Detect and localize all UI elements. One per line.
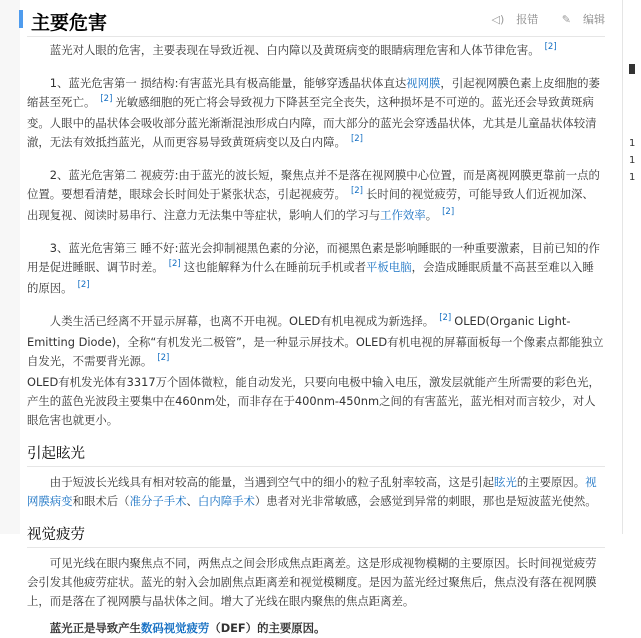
hazard-item-3: 3、蓝光危害第三 睡不好:蓝光会抑制褪黑色素的分泌，而褪黑色素是影响睡眠的一种重要激素，目前已知的作用是促进睡眠、调节时差。 [2] 这也能解释为什么在睡前玩手机或者平板电脑，会造成睡眠质量不高甚至难以入睡的原因。 [2] — [27, 241, 600, 295]
report-button[interactable]: ◁) 报错 — [491, 13, 539, 26]
cataract-surgery-link[interactable]: 白内障手术 — [197, 494, 255, 508]
citation-link[interactable]: [2] — [77, 280, 90, 290]
citation-link[interactable]: [2] — [157, 353, 170, 363]
hazards-intro: 蓝光对人眼的危害，主要表现在导致近视、白内障以及黄斑病变的眼睛病理危害和人体节律危害。 [2] — [49, 42, 557, 57]
citation-link[interactable]: [2] — [544, 42, 557, 52]
retina-link[interactable]: 视网膜 — [406, 76, 441, 90]
sidebar-digit: 1 — [629, 138, 636, 149]
work-efficiency-link[interactable]: 工作效率 — [380, 208, 426, 222]
oled-paragraph: 人类生活已经离不开显示屏幕，也离不开电视。OLED有机电视成为新选择。 [2] OLED(Organic Light-Emitting Diode)，全称“有机发光二极管”，是一种显示屏技术。OLED有机电视的屏幕面板每一个像素点都能独立自发光，不需要背光源。 [2] — [27, 313, 604, 368]
citation-link[interactable]: [2] — [442, 207, 455, 217]
glare-heading: 引起眩光 — [27, 442, 605, 467]
sidebar-digit: 1 — [629, 155, 636, 166]
speaker-icon: ◁) — [491, 13, 505, 26]
hazard-item-1: 1、蓝光危害第一 损结构:有害蓝光具有极高能量，能够穿透晶状体直达视网膜，引起视网膜色素上皮细胞的萎缩甚至死亡。 [2] 光敏感细胞的死亡将会导致视力下降甚至完全丧失，这种损坏是不可逆的。蓝光还会导致黄斑病变。人眼中的晶状体会吸收部分蓝光渐渐混浊形成白内障，而大部分的蓝光会穿透晶状体，尤其是儿童晶状体较清澈，无法有效抵挡蓝光，从而更容易导致黄斑病变以及白内障。 [2] — [27, 76, 600, 149]
citation-link[interactable]: [2] — [439, 313, 452, 323]
edit-button[interactable]: ✎ 编辑 — [561, 13, 605, 26]
section-title: 主要危害 — [31, 12, 108, 34]
left-margin-strip — [0, 0, 20, 534]
hazard-item-2: 2、蓝光危害第二 视疲劳:由于蓝光的波长短，聚焦点并不是落在视网膜中心位置，而是离视网膜更靠前一点的位置。要想看清楚，眼球会长时间处于紧张状态，引起视疲劳。 [2] 长时间的视觉疲劳，可能导致人们近视加深、出现复视、阅读时易串行、注意力无法集中等症状，影响人们的学习与工作效率。 [2] — [27, 168, 600, 222]
fatigue-paragraph: 可见光线在眼内聚焦点不同，两焦点之间会形成焦点距离差。这是形成视物模糊的主要原因。长时间视觉疲劳会引发其他疲劳症状。蓝光的射入会加剧焦点距离差和视觉模糊度。是因为蓝光经过聚焦后，焦点没有落在视网膜上，而是落在了视网膜与晶状体之间。增大了光线在眼内聚焦的焦点距离差。 — [27, 556, 597, 608]
title-accent-bar — [19, 10, 23, 28]
citation-link[interactable]: [2] — [350, 186, 363, 196]
pencil-icon: ✎ — [561, 13, 571, 26]
excimer-surgery-link[interactable]: 准分子手术 — [129, 494, 187, 508]
digital-eye-strain-link[interactable]: 数码视觉疲劳 — [140, 621, 210, 635]
sidebar-digit: 1 — [629, 172, 636, 183]
glare-link[interactable]: 眩光 — [494, 475, 517, 489]
tablet-link[interactable]: 平板电脑 — [366, 260, 412, 274]
article-content — [27, 0, 605, 635]
sidebar-marker — [629, 64, 635, 74]
fatigue-heading: 视觉疲劳 — [27, 523, 605, 548]
citation-link[interactable]: [2] — [100, 94, 113, 104]
glare-paragraph: 由于短波长光线具有相对较高的能量，当遇到空气中的细小的粒子乱射率较高，这是引起眩光的主要原因。视网膜病变和眼术后（准分子手术、白内障手术）患者对光非常敏感，会感觉到异常的刺眼，那也是短波蓝光使然。 — [27, 475, 597, 508]
retinopathy-link[interactable]: 视网膜病变 — [27, 475, 597, 508]
right-sidebar-edge — [622, 0, 641, 534]
oled-paragraph-continued: OLED有机发光体有3317万个固体微粒，能自动发光，只要向电极中输入电压，激发层就能产生所需要的彩色光，产生的蓝色光波段主要集中在460nm处，而非存在于400nm-450nm之间的有害蓝光，蓝光相对而言较少，对人眼危害也就更小。 — [27, 375, 600, 427]
citation-link[interactable]: [2] — [168, 259, 181, 269]
section-header — [27, 0, 605, 37]
citation-link[interactable]: [2] — [350, 134, 363, 144]
def-paragraph: 蓝光正是导致产生数码视觉疲劳（DEF）的主要原因。 — [49, 621, 326, 635]
section-actions — [472, 11, 605, 27]
